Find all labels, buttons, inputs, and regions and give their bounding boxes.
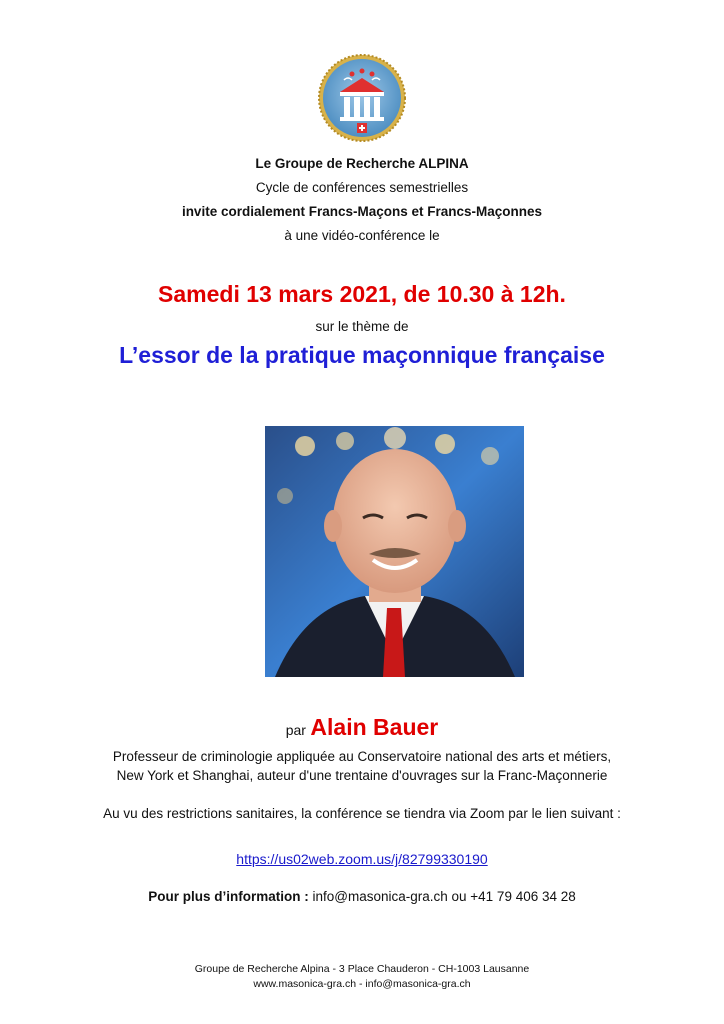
info-line [0, 888, 724, 906]
speaker-bio-line: Professeur de criminologie appliquée au Conservatoire national des arts et métiers, [112, 749, 612, 764]
speaker-photo [265, 426, 524, 677]
invitation-line: invite cordialement Francs-Maçons et Francs-Maçonnes [181, 204, 543, 219]
info-label: Pour plus d’information : [148, 889, 309, 904]
lodge-logo [318, 54, 406, 142]
theme-intro: sur le thème de [315, 319, 409, 334]
info-contact: info@masonica-gra.ch ou +41 79 406 34 28 [312, 889, 576, 904]
speaker-bio-line: New York et Shanghai, auteur d'une trentaine d'ouvrages sur la Franc-Maçonnerie [116, 768, 608, 783]
speaker-prefix: par [285, 722, 306, 738]
footer-address: Groupe de Recherche Alpina - 3 Place Chauderon - CH-1003 Lausanne [194, 963, 530, 975]
zoom-link-line [0, 850, 724, 868]
footer-web: www.masonica-gra.ch - info@masonica-gra.ch [253, 978, 471, 990]
zoom-link[interactable]: https://us02web.zoom.us/j/82799330190 [236, 851, 488, 867]
cycle-line: Cycle de conférences semestrielles [255, 180, 469, 195]
conference-type-line: à une vidéo-conférence le [284, 228, 440, 243]
speaker-name: Alain Bauer [310, 714, 439, 740]
sanitary-notice: Au vu des restrictions sanitaires, la conférence se tiendra via Zoom par le lien suivant : [103, 806, 621, 821]
organizer-line: Le Groupe de Recherche ALPINA [255, 156, 469, 171]
speaker-portrait-icon [265, 426, 524, 677]
event-date: Samedi 13 mars 2021, de 10.30 à 12h. [158, 281, 566, 307]
theme-title: L’essor de la pratique maçonnique française [119, 342, 605, 368]
speaker-line [0, 712, 724, 746]
temple-icon [318, 54, 406, 142]
